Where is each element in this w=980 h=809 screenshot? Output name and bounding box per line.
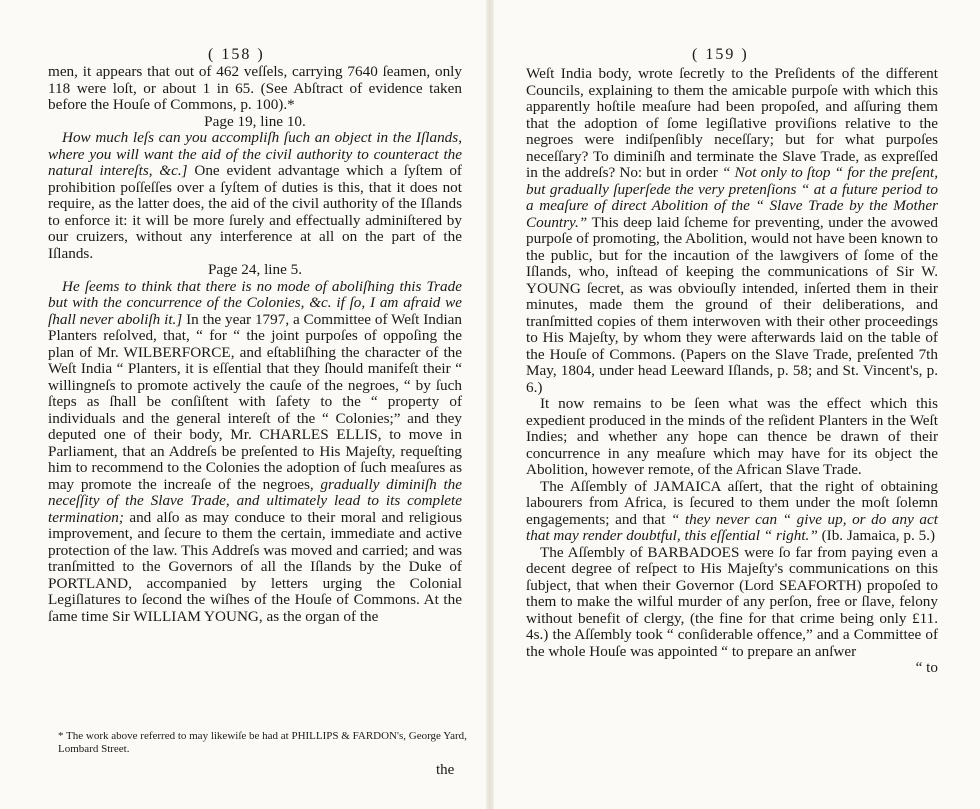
commentary: The Aſſembly of JAMAICA aſſert, that the right of obtaining labourers from Africa, is ſecured to them under the moſt ſolemn engagements; and that [526,477,938,528]
quotation: “ Not only to ſtop “ for the preſent, but gradually ſuperſede the very pretenſions “ at a future period to a meaſure of direct Abolition of the “ Slave Trade by the Mother Country.” [526,164,938,231]
commentary: In the year 1797, a Committee of Weſt Indian Planters reſolved, that, “ for “ the joint purpoſes of oppoſing the plan of Mr. WILBERFORCE, and eſtabliſhing the character of the Weſt India “ Planters, it is eſſential that they ſhould manifeſt their “ willingneſs to promote actively the cauſe of the negroes, “ by ſuch ſteps as ſhall be conſiſtent with ſafety to the “ property of individuals and the general intereſt of the “ Colonies;” and they deputed one of their body, Mr. CHARLES ELLIS, to move in Parliament, that an Addreſs be preſented to His Majeſty, requeſting him to recommend to the Colonies the adoption of ſuch meaſures as may promote the increaſe of the negroes, [48,310,463,493]
paragraph [48,130,462,262]
section-heading: Page 24, line 5. [207,261,303,278]
commentary: One evident advantage which a ſyſtem of prohibition poſſeſſes over a ſyſtem of duties is this, that it does not require, as the latter does, the aid of the civil authority of the Iſlands to enforce it: it will be more ſurely and effectually adminiſtered by our cruizers, without any interference at all on the part of the Iſlands. [48,162,462,262]
quotation: “ they never can “ give up, or do any act that may render doubtful, this eſſential “ right.” [526,510,938,544]
paragraph [48,279,462,626]
catchword: the [436,762,455,778]
paragraph [526,66,938,396]
right-page [490,0,980,809]
paragraph: The Aſſembly of BARBADOES were ſo far from paying even a decent degree of reſpect to His Majeſty's communications on this ſubject, that when their Governor (Lord SEAFORTH) propoſed to them to make the wilful murder of any perſon, free or ſlave, felony without benefit of clergy, (the fine for that crime being only £11. 4s.) the Aſſembly took “ conſiderable offence,” and a Committee of the whole Houſe was appointed “ to prepare an anſwer [526,543,938,660]
page-number: ( 159 ) [692,46,749,63]
quotation: gradually diminiſh the neceſſity of the Slave Trade, and ultimately lead to its complete termination; [48,475,462,526]
commentary: Weſt India body, wrote ſecretly to the Preſidents of the different Councils, explaining to them the amicable purpoſe with which this apparently hoſtile meaſure had been propoſed, and aſſuring them that the adoption of ſome legiſlative proviſions relative to the negroes were indiſpenſibly neceſſary; but for what purpoſes neceſſary? To diminiſh and terminate the Slave Trade, as expreſſed in the addreſs? No: but in order [526,65,938,181]
section-heading: Page 19, line 10. [204,112,306,130]
page-number: ( 158 ) [208,46,265,63]
quotation: He ſeems to think that there is no mode of aboliſhing this Trade but with the concurrence of the Colonies, &c. if ſo, I am afraid we ſhall never aboliſh it.] [48,277,462,328]
left-page-body [48,64,462,625]
paragraph [526,479,938,545]
paragraph: It now remains to be ſeen what was the effect which this expedient produced in the minds of the reſident Planters in the Weſt Indies; and whether any hope can thence be drawn of their concurrence in any meaſure which may have for its object the Abolition, however remote, of the African Slave Trade. [526,395,938,478]
footnote: * The work above referred to may likewiſe be had at PHILLIPS & FARDON's, George Yard, Lombard Street. [58,730,467,755]
right-page-body [526,66,938,677]
commentary: and alſo as may conduce to their moral and religious improvement, and ſecure to them the certain, immediate and active protection of the law. This Addreſs was moved and carried; and was tranſmitted to the Governors of all the Iſlands by the Duke of PORTLAND, accompanied by letters urging the Colonial Legiſlatures to ſecond the wiſhes of the Houſe of Commons. At the ſame time Sir WILLIAM YOUNG, as the organ of the [48,508,463,625]
citation: (Ib. Jamaica, p. 5.) [821,527,936,544]
paragraph: men, it appears that out of 462 veſſels, carrying 7640 ſeamen, only 118 were loſt, or about 1 in 65. (See Abſtract of evidence taken before the Houſe of Commons, p. 100).* [48,63,462,113]
commentary: This deep laid ſcheme for preventing, under the avowed purpoſe of promoting, the Abolition, would not have been known to the public, but for the incaution of the lawgivers of ſome of the Iſlands, who, inſtead of keeping the communications of Sir W. YOUNG ſecret, as was obviouſly intended, inſerted them in their minutes, made them the ground of their deliberations, and tranſmitted copies of them interwoven with their other proceedings to His Majeſty, by whom they were afterwards laid on the table of the Houſe of Commons. (Papers on the Slave Trade, preſented 7th May, 1804, under head Leeward Iſlands, p. 58; and St. Vincent's, p. 6.) [526,213,938,396]
catchword: “ to [915,659,938,676]
quotation: How much leſs can you accompliſh ſuch an object in the Iſlands, where you will want the aid of the civil authority to counteract the natural intereſts, &c.] [48,129,462,179]
